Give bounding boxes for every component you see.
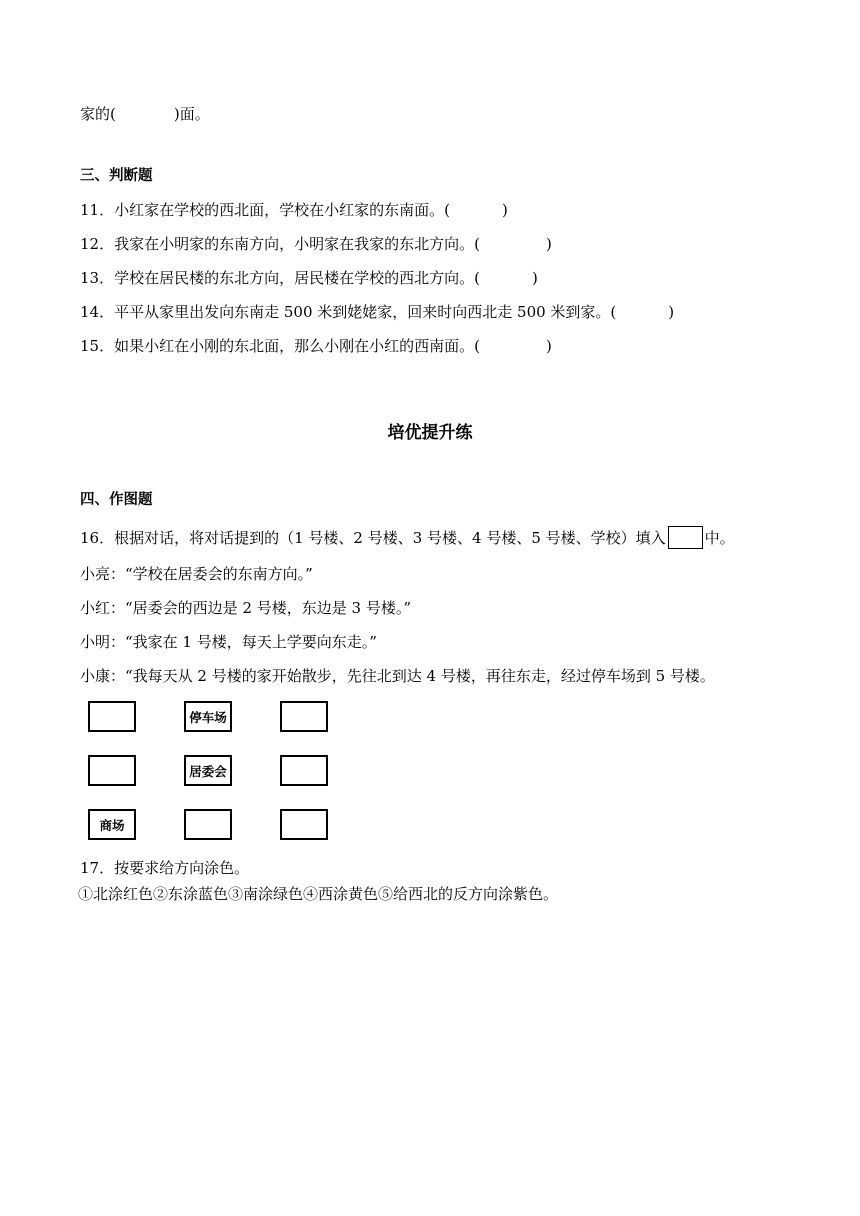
q11-close: ) [501, 201, 508, 219]
q13-close: ) [531, 269, 538, 287]
question-10-tail [80, 104, 210, 124]
q12-close: ) [545, 235, 552, 253]
q17-number: 17． [80, 859, 115, 877]
q15-number: 15． [80, 337, 115, 355]
map-cell-e[interactable] [280, 755, 328, 786]
q15-close: ) [545, 337, 552, 355]
dialog-line-xiaoming: 小明：“我家在 1 号楼，每天上学要向东走。” [80, 633, 377, 651]
q14-text: 平平从家里出发向东南走 500 米到姥姥家，回来时向西北走 500 米到家。( [114, 303, 617, 321]
section-4-heading: 四、作图题 [80, 492, 153, 508]
map-cell-se[interactable] [280, 809, 328, 840]
page-title: 培优提升练 [387, 423, 473, 443]
map-cell-nw[interactable] [88, 701, 136, 732]
q10-text-after: )面。 [173, 105, 210, 123]
q15-text: 如果小红在小刚的东北面，那么小刚在小红的西南面。( [114, 337, 480, 355]
map-cell-parking: 停车场 [184, 701, 232, 732]
q16-text-after: 中。 [704, 529, 735, 547]
map-cell-ne[interactable] [280, 701, 328, 732]
q14-close: ) [668, 303, 675, 321]
q11-number: 11． [80, 201, 115, 219]
q17-text: 按要求给方向涂色。 [114, 859, 250, 877]
question-15 [80, 336, 552, 356]
q10-text-before: 家的( [80, 105, 116, 123]
question-14 [80, 302, 674, 322]
section-3-heading: 三、判断题 [80, 168, 153, 184]
map-cell-committee: 居委会 [184, 755, 232, 786]
map-cell-mall: 商场 [88, 809, 136, 840]
q16-text-before: 根据对话，将对话提到的（1 号楼、2 号楼、3 号楼、4 号楼、5 号楼、学校）填入 [114, 529, 666, 547]
dialog-line-xiaohong: 小红：“居委会的西边是 2 号楼，东边是 3 号楼。” [80, 599, 411, 617]
question-17 [80, 858, 249, 878]
dialog-line-xiaoliang: 小亮：“学校在居委会的东南方向。” [80, 565, 313, 583]
q12-text: 我家在小明家的东南方向，小明家在我家的东北方向。( [114, 235, 480, 253]
q16-number: 16． [80, 529, 115, 547]
map-cell-s[interactable] [184, 809, 232, 840]
q17-instruction: ①北涂红色②东涂蓝色③南涂绿色④西涂黄色⑤给西北的反方向涂紫色。 [78, 885, 559, 903]
dialog-line-xiaokang: 小康：“我每天从 2 号楼的家开始散步，先往北到达 4 号楼，再往东走，经过停车场到 5 号楼。 [80, 667, 715, 685]
q11-text: 小红家在学校的西北面，学校在小红家的东南面。( [114, 201, 450, 219]
q13-text: 学校在居民楼的东北方向，居民楼在学校的西北方向。( [114, 269, 480, 287]
q14-number: 14． [80, 303, 115, 321]
question-13 [80, 268, 538, 288]
q16-inline-box [668, 526, 703, 549]
question-12 [80, 234, 552, 254]
q12-number: 12． [80, 235, 115, 253]
q13-number: 13． [80, 269, 115, 287]
question-16 [80, 526, 735, 549]
question-11 [80, 200, 508, 220]
map-cell-w[interactable] [88, 755, 136, 786]
